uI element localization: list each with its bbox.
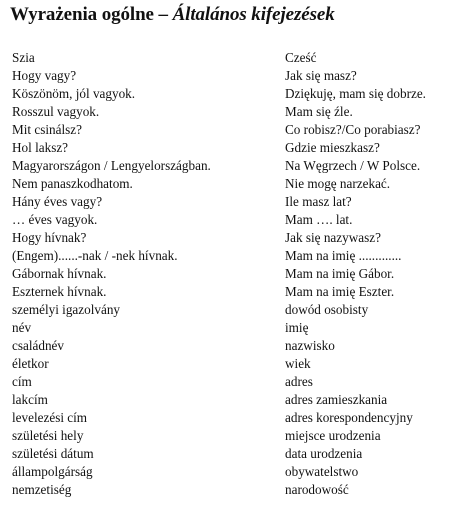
phrase-polish: Mam się źle. — [285, 104, 353, 119]
phrase-polish: Co robisz?/Co porabiasz? — [285, 122, 421, 137]
phrase-hungarian: születési hely — [12, 428, 84, 443]
phrase-hungarian: nemzetiség — [12, 482, 72, 497]
phrase-polish: Mam na imię Gábor. — [285, 266, 395, 281]
phrase-hungarian: Hol laksz? — [12, 140, 69, 155]
phrase-polish: Gdzie mieszkasz? — [285, 140, 380, 155]
phrase-hungarian: Hány éves vagy? — [12, 194, 103, 209]
phrase-hungarian: Szia — [12, 50, 35, 65]
phrase-polish: imię — [285, 320, 309, 335]
phrase-polish: Mam …. lat. — [285, 212, 353, 227]
phrase-polish: Nie mogę narzekać. — [285, 176, 391, 191]
hungarian-column — [12, 49, 272, 499]
phrase-hungarian: név — [12, 320, 32, 335]
phrase-polish: Jak się masz? — [285, 68, 357, 83]
phrase-polish: Cześć — [285, 50, 317, 65]
phrase-polish: Dziękuję, mam się dobrze. — [285, 86, 426, 101]
phrase-hungarian: (Engem)......-nak / -nek hívnak. — [12, 248, 178, 263]
phrase-hungarian: … éves vagyok. — [12, 212, 98, 227]
phrase-hungarian: lakcím — [12, 392, 48, 407]
phrase-polish: obywatelstwo — [285, 464, 359, 479]
phrase-polish: Na Węgrzech / W Polsce. — [285, 158, 421, 173]
phrase-hungarian: családnév — [12, 338, 64, 353]
page-title — [10, 4, 335, 26]
phrase-hungarian: állampolgárság — [12, 464, 93, 479]
phrase-hungarian: életkor — [12, 356, 49, 371]
phrase-polish: adres — [285, 374, 313, 389]
title-separator: – — [153, 4, 173, 25]
phrase-polish: data urodzenia — [285, 446, 363, 461]
phrase-polish: dowód osobisty — [285, 302, 369, 317]
phrase-hungarian: személyi igazolvány — [12, 302, 121, 317]
phrase-hungarian: Rosszul vagyok. — [12, 104, 100, 119]
phrase-polish: Mam na imię ............. — [285, 248, 402, 263]
title-hungarian: Általános kifejezések — [172, 4, 335, 25]
phrase-polish: nazwisko — [285, 338, 335, 353]
phrase-polish: narodowość — [285, 482, 349, 497]
phrase-hungarian: Hogy vagy? — [12, 68, 77, 83]
title-polish: Wyrażenia ogólne — [10, 4, 154, 25]
phrase-hungarian: születési dátum — [12, 446, 94, 461]
phrase-hungarian: Hogy hívnak? — [12, 230, 87, 245]
phrase-hungarian: Nem panaszkodhatom. — [12, 176, 133, 191]
phrase-polish: Mam na imię Eszter. — [285, 284, 395, 299]
phrase-hungarian: Eszternek hívnak. — [12, 284, 107, 299]
phrase-hungarian: Mit csinálsz? — [12, 122, 82, 137]
phrase-polish: adres korespondencyjny — [285, 410, 413, 425]
phrase-hungarian: Köszönöm, jól vagyok. — [12, 86, 136, 101]
phrase-hungarian: levelezési cím — [12, 410, 88, 425]
phrase-polish: Ile masz lat? — [285, 194, 352, 209]
phrase-hungarian: Magyarországon / Lengyelországban. — [12, 158, 211, 173]
phrase-hungarian: Gábornak hívnak. — [12, 266, 107, 281]
phrase-polish: adres zamieszkania — [285, 392, 388, 407]
polish-column — [285, 49, 455, 499]
phrase-polish: Jak się nazywasz? — [285, 230, 381, 245]
phrase-hungarian: cím — [12, 374, 32, 389]
phrase-polish: miejsce urodzenia — [285, 428, 381, 443]
phrase-polish: wiek — [285, 356, 311, 371]
